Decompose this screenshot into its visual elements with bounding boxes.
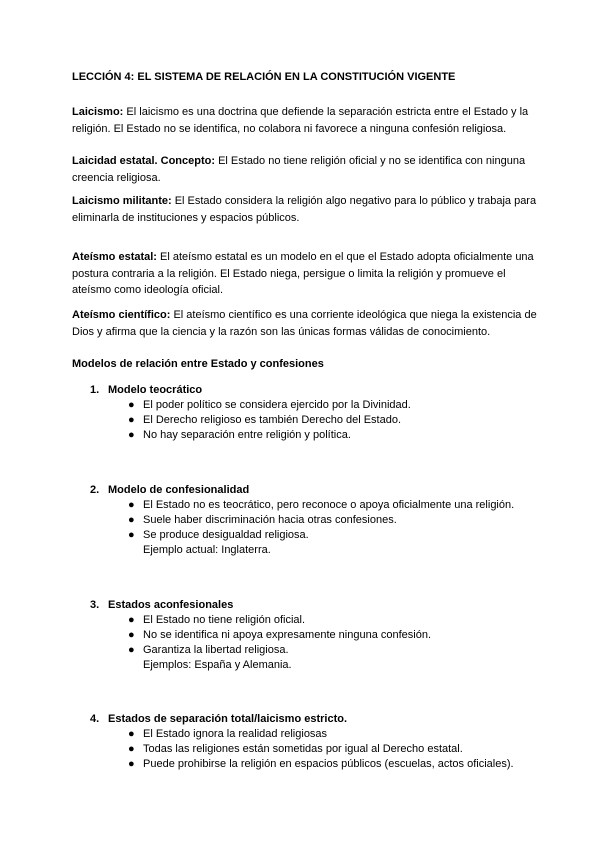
model-number: 2. [90,484,100,496]
definition-term: Laicidad estatal. Concepto: [72,155,216,167]
list-item [90,528,540,543]
model-number: 3. [90,599,100,611]
list-item-text: El Estado no es teocrático, pero reconoce o apoya oficialmente una religión. [143,499,515,511]
definition-term: Laicismo: [72,106,124,118]
list-item [90,513,540,528]
bullet-icon: ● [128,529,135,541]
list-item-text: No hay separación entre religión y política. [143,429,351,441]
definition-term: Laicismo militante: [72,195,172,207]
list-item [90,643,540,658]
list-item [90,628,540,643]
list-item-text: Puede prohibirse la religión en espacios públicos (escuelas, actos oficiales). [143,758,514,770]
bullet-icon: ● [128,629,135,641]
definition-ateismo-estatal [72,249,542,299]
bullet-list [90,613,540,658]
list-item-text: El Estado no tiene religión oficial. [143,614,306,626]
model-title-text: Estados de separación total/laicismo estricto. [108,713,348,725]
list-item [90,613,540,628]
list-item [90,757,540,772]
model-title [90,483,540,498]
list-item [90,398,540,413]
definition-laicidad-estatal [72,153,542,186]
list-item-text: El Derecho religioso es también Derecho del Estado. [143,414,402,426]
list-item-text: No se identifica ni apoya expresamente ninguna confesión. [143,629,432,641]
list-item [90,498,540,513]
model-confesionalidad [90,483,540,558]
model-title [90,598,540,613]
model-title [90,712,540,727]
list-item [90,742,540,757]
bullet-icon: ● [128,728,135,740]
page-title: LECCIÓN 4: EL SISTEMA DE RELACIÓN EN LA CONSTITUCIÓN VIGENTE [72,71,456,83]
definition-laicismo-militante [72,193,542,226]
list-item-text: Garantiza la libertad religiosa. [143,644,289,656]
bullet-list [90,498,540,543]
model-aconfesionales [90,598,540,673]
model-title [90,383,540,398]
list-item [90,727,540,742]
model-teocratico [90,383,540,443]
definition-text: El ateísmo estatal es un modelo en el que el Estado adopta oficialmente una postura contraria a la religión. El Estado niega, persigue o limita la religión y promueve el ateísmo como ideología oficial. [72,251,534,296]
list-item-text: El poder político se considera ejercido por la Divinidad. [143,399,411,411]
model-number: 4. [90,713,100,725]
bullet-icon: ● [128,758,135,770]
bullet-icon: ● [128,499,135,511]
definition-laicismo [72,104,542,137]
list-item-text: Suele haber discriminación hacia otras confesiones. [143,514,397,526]
bullet-icon: ● [128,614,135,626]
definition-text: El ateísmo científico es una corriente ideológica que niega la existencia de Dios y afirma que la ciencia y la razón son las únicas formas válidas de conocimiento. [72,309,537,338]
bullet-list [90,398,540,443]
definition-text: El Estado no tiene religión oficial y no se identifica con ninguna creencia religiosa. [72,155,526,184]
model-separacion-total [90,712,540,772]
definition-text: El Estado considera la religión algo negativo para lo público y trabaja para eliminarla de instituciones y espacios públicos. [72,195,537,224]
list-item-text: Todas las religiones están sometidas por igual al Derecho estatal. [143,743,463,755]
bullet-icon: ● [128,414,135,426]
bullet-icon: ● [128,514,135,526]
definition-term: Ateísmo científico: [72,309,171,321]
model-title-text: Modelo teocrático [108,384,203,396]
bullet-icon: ● [128,644,135,656]
list-item [90,413,540,428]
definition-text: El laicismo es una doctrina que defiende la separación estricta entre el Estado y la religión. El Estado no se identifica, no colabora ni favorece a ninguna confesión religiosa. [72,106,529,135]
list-item-text: Se produce desigualdad religiosa. [143,529,309,541]
bullet-icon: ● [128,399,135,411]
definition-term: Ateísmo estatal: [72,251,157,263]
list-item-text: El Estado ignora la realidad religiosas [143,728,328,740]
model-title-text: Estados aconfesionales [108,599,234,611]
list-item [90,428,540,443]
bullet-icon: ● [128,743,135,755]
definition-ateismo-cientifico [72,307,542,340]
bullet-icon: ● [128,429,135,441]
bullet-list [90,727,540,772]
models-heading: Modelos de relación entre Estado y confesiones [72,358,324,370]
model-title-text: Modelo de confesionalidad [108,484,250,496]
example-note: Ejemplo actual: Inglaterra. [143,544,271,556]
example-note: Ejemplos: España y Alemania. [143,659,292,671]
model-number: 1. [90,384,100,396]
